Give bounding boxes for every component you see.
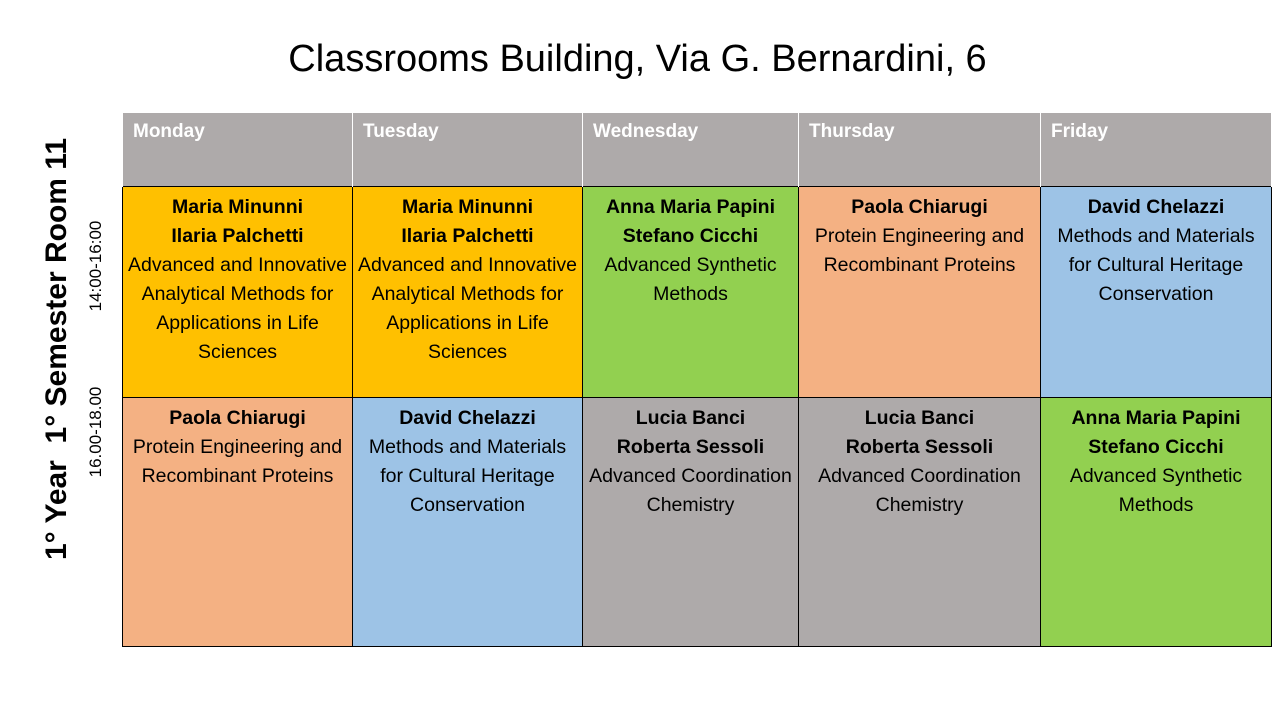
- day-header-friday: Friday: [1041, 113, 1272, 186]
- course-name: Advanced Synthetic Methods: [604, 253, 777, 305]
- teacher-name: Lucia Banci: [864, 406, 975, 429]
- teacher-name: Anna Maria Papini: [605, 195, 776, 218]
- teacher-name: Maria Minunni: [171, 195, 304, 218]
- teacher-name: Maria Minunni: [401, 195, 534, 218]
- course-name: Advanced Coordination Chemistry: [818, 464, 1021, 516]
- class-cell: [1041, 186, 1272, 397]
- class-cell: [1041, 397, 1272, 646]
- class-cell: [353, 397, 583, 646]
- teacher-name: Stefano Cicchi: [622, 224, 759, 247]
- teacher-name: David Chelazzi: [1087, 195, 1225, 218]
- day-header-wednesday: Wednesday: [583, 113, 799, 186]
- course-name: Protein Engineering and Recombinant Proteins: [132, 435, 343, 487]
- course-name: Advanced and Innovative Analytical Methods for Applications in Life Sciences: [358, 253, 577, 363]
- teacher-name: Anna Maria Papini: [1071, 406, 1241, 429]
- teacher-name: Roberta Sessoli: [845, 435, 994, 458]
- course-name: Methods and Materials for Cultural Heritage Conservation: [368, 435, 567, 516]
- teacher-name: David Chelazzi: [399, 406, 536, 429]
- time-slot-label-2: 16.00-18.00: [86, 386, 105, 478]
- day-header-row: [123, 113, 1272, 186]
- class-cell: [123, 186, 353, 397]
- time-slot-label-1: 14:00-16:00: [86, 220, 105, 312]
- class-cell: [583, 186, 799, 397]
- teacher-name: Roberta Sessoli: [616, 435, 765, 458]
- course-name: Methods and Materials for Cultural Heritage Conservation: [1057, 224, 1255, 305]
- class-cell: [799, 186, 1041, 397]
- teacher-name: Lucia Banci: [635, 406, 746, 429]
- teacher-name: Ilaria Palchetti: [401, 224, 534, 247]
- class-cell: [353, 186, 583, 397]
- page-title: Classrooms Building, Via G. Bernardini, 6: [288, 38, 987, 80]
- class-cell: [799, 397, 1041, 646]
- day-header-tuesday: Tuesday: [353, 113, 583, 186]
- timetable: [122, 113, 1272, 647]
- timetable-row: [123, 397, 1272, 646]
- course-name: Advanced Coordination Chemistry: [589, 464, 792, 516]
- class-cell: [123, 397, 353, 646]
- course-name: Advanced Synthetic Methods: [1069, 464, 1243, 516]
- teacher-name: Stefano Cicchi: [1088, 435, 1224, 458]
- teacher-name: Paola Chiarugi: [169, 406, 306, 429]
- timetable-row: [123, 186, 1272, 397]
- year-semester-room-label: 1° Year 1° Semester Room 11: [40, 137, 73, 561]
- course-name: Protein Engineering and Recombinant Proteins: [814, 224, 1025, 276]
- day-header-thursday: Thursday: [799, 113, 1041, 186]
- teacher-name: Paola Chiarugi: [851, 195, 988, 218]
- class-cell: [583, 397, 799, 646]
- teacher-name: Ilaria Palchetti: [171, 224, 304, 247]
- course-name: Advanced and Innovative Analytical Methods for Applications in Life Sciences: [128, 253, 347, 363]
- day-header-monday: Monday: [123, 113, 353, 186]
